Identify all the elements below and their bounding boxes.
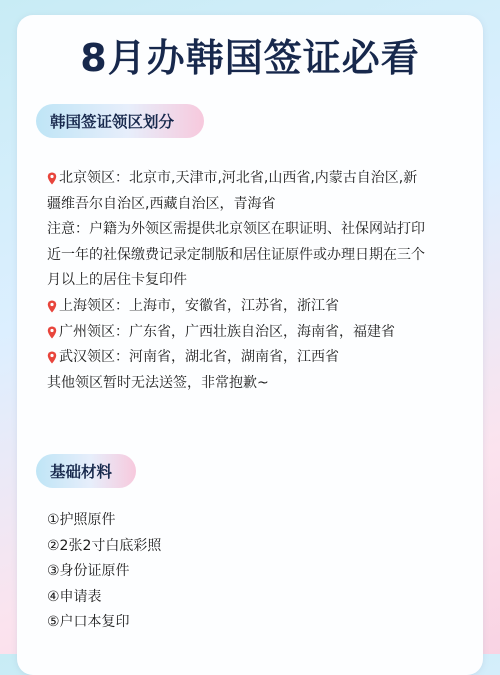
text-line: 近一年的社保缴费记录定制版和居住证原件或办理日期在三个 [47, 246, 425, 263]
page-title: 8月办韩国签证必看 [80, 36, 420, 80]
list-item: ②2张2寸白底彩照 [47, 537, 162, 554]
section-heading-label: 韩国签证领区划分 [50, 113, 175, 131]
section-heading-consular-districts [36, 104, 204, 138]
list-item: ①护照原件 [47, 512, 116, 528]
text-line: 广州领区：广东省，广西壮族自治区，海南省，福建省 [47, 320, 467, 346]
section-heading-basic-materials [36, 454, 136, 488]
map-pin-icon [47, 351, 57, 364]
list-item: ⑤户口本复印 [47, 614, 130, 631]
map-pin-icon [47, 300, 57, 313]
text-line: 武汉领区：河南省，湖北省，湖南省，江西省 [47, 345, 467, 371]
materials-list [47, 508, 447, 636]
text-line: 上海领区：上海市，安徽省，江苏省，浙江省 [47, 294, 467, 320]
map-pin-icon [47, 172, 57, 185]
list-item: ④申请表 [47, 588, 102, 605]
text-line: 注意：户籍为外领区需提供北京领区在职证明、社保网站打印 [47, 221, 425, 238]
list-item: ③身份证原件 [47, 563, 130, 580]
map-pin-icon [47, 326, 57, 339]
section-heading-label: 基础材料 [50, 463, 113, 481]
text-line: 月以上的居住卡复印件 [47, 272, 187, 289]
text-line: 其他领区暂时无法送签，非常抱歉~ [47, 374, 269, 391]
consular-district-list [47, 166, 467, 396]
text-line: 北京领区：北京市,天津市,河北省,山西省,内蒙古自治区,新 [47, 166, 467, 192]
text-line: 疆维吾尔自治区,西藏自治区，青海省 [47, 195, 276, 212]
